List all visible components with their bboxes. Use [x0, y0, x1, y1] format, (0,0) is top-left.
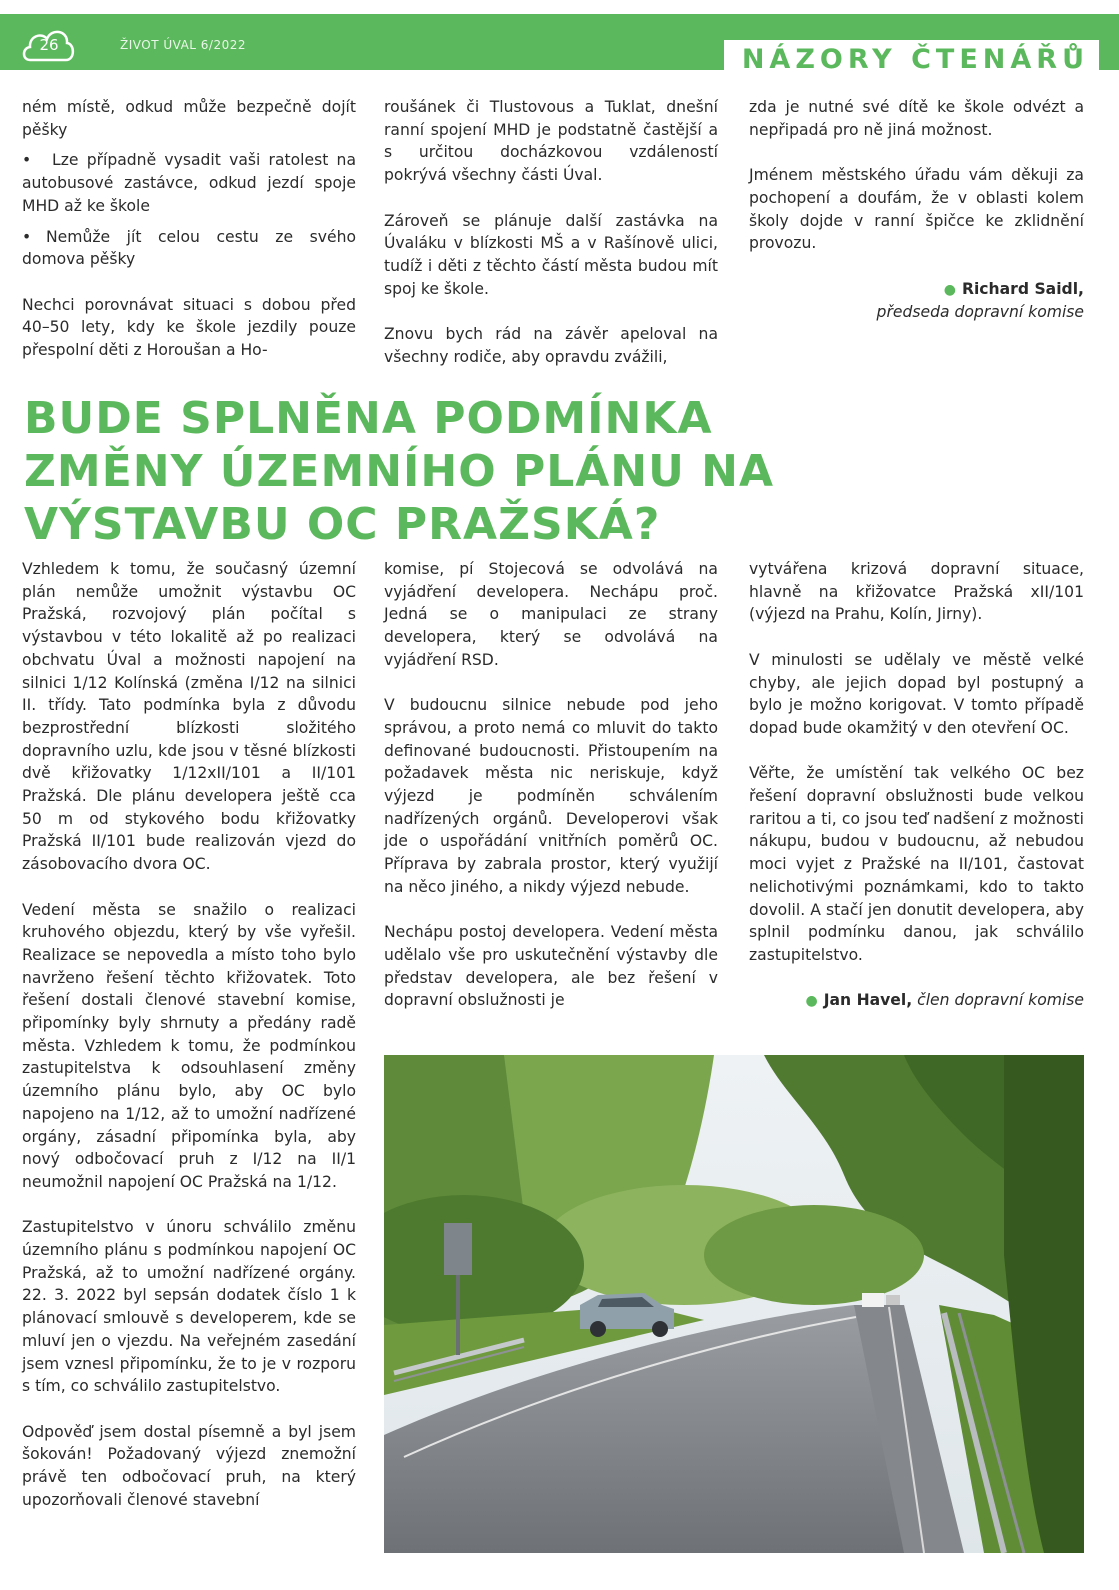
prev-article-col-1	[22, 96, 356, 362]
section-title: NÁZORY ČTENÁŘŮ	[724, 40, 1099, 78]
bullet-icon: •	[22, 227, 32, 246]
page-number: 26	[39, 36, 59, 54]
paragraph: Věřte, že umístění tak velkého OC bez řešení dopravní obslužnosti bude velkou raritou a ti, co jsou teď nadšení z možnosti nákupu, budou v budoucnu, až nebudou moci vyjet z Pražské na II/101, častovat nelichotivými poznámkami, kdo to takto dovolil. A stačí jen donutit developera, aby splnil podmínku danou, jak schválilo zastupitelstvo.	[749, 764, 1084, 964]
paragraph: Vedení města se snažilo o realizaci kruhového objezdu, který by vše vyřešil. Realizace se nepovedla a místo toho bylo navrženo řešení těchto křižovatek. Toto řešení dostali členové stavební komise, připomínky byly shrnuty a předány radě města. Vzhledem k tomu, že podmínkou zastupitelstva k odsouhlasení změny územního plánu bylo, aby OC bylo napojeno na 1/12, až to umožní nadřízené orgány, zásadní připomínka byla, aby nový odbočovací pruh z I/12 na II/1 neumožnil napojení OC Pražská na 1/12.	[22, 900, 356, 1191]
paragraph: zda je nutné své dítě ke škole odvézt a nepřipadá pro ně jiná možnost.	[749, 98, 1084, 139]
article-col-3	[749, 558, 1084, 1013]
paragraph: Nechápu postoj developera. Vedení města udělalo vše pro uskutečnění výstavby dle představ developera, ale bez řešení v dopravní obslužnosti je	[384, 923, 718, 1010]
article-col-2	[384, 558, 718, 1012]
paragraph: Nechci porovnávat situaci s dobou před 40–50 lety, kdy ke škole jezdily pouze přespolní děti z Horoušan a Ho-	[22, 295, 356, 360]
bullet-item: • Lze případně vysadit vaši ratolest na autobusové zastávce, odkud jezdí spoje MHD až ke škole	[22, 151, 356, 215]
road-photo-illustration	[384, 1055, 1084, 1553]
paragraph: Znovu bych rád na závěr apeloval na všechny rodiče, aby opravdu zvážili,	[384, 325, 718, 366]
article-col-1	[22, 558, 356, 1511]
paragraph: ném místě, odkud může bezpečně dojít pěšky	[22, 98, 356, 139]
author-name: Jan Havel,	[823, 991, 913, 1010]
prev-article-col-2	[384, 96, 718, 368]
author-role: předseda dopravní komise	[876, 303, 1084, 322]
author-signature	[749, 278, 1084, 302]
author-signature	[749, 989, 1084, 1013]
paragraph: komise, pí Stojecová se odvolává na vyjádření developera. Nechápu proč. Jedná se o manipulaci ze strany developera, který se odvolává na vyjádření RSD.	[384, 560, 718, 669]
paragraph: roušánek či Tlustovous a Tuklat, dnešní ranní spojení MHD je podstatně častější a s určitou docházkovou vzdáleností pokrývá všechny části Úval.	[384, 98, 718, 185]
bullet-icon: •	[22, 151, 32, 170]
article-title: BUDE SPLNĚNA PODMÍNKA ZMĚNY ÚZEMNÍHO PLÁNU NA VÝSTAVBU OC PRAŽSKÁ?	[24, 393, 775, 550]
paragraph: Zároveň se plánuje další zastávka na Úvaláku v blízkosti MŠ a v Rašínově ulici, tudíž i děti z těchto částí města budou mít spoj ke škole.	[384, 211, 718, 298]
author-name: Richard Saidl,	[961, 279, 1084, 298]
paragraph: V budoucnu silnice nebude pod jeho správou, a proto nemá co mluvit do takto definované budoucnosti. Přistoupením na požadavek města nic neriskuje, když výjezd je podmíněn schválením nadřízených orgánů. Developerovi však jde o uspořádání vnitřních poměrů OC. Příprava by zabrala prostor, který využijí na něco jiného, a nikdy výjezd nebude.	[384, 696, 718, 896]
paragraph: vytvářena krizová dopravní situace, hlavně na křižovatce Pražská xII/101 (výjezd na Prahu, Kolín, Jirny).	[749, 560, 1084, 624]
prev-article-col-3	[749, 96, 1084, 324]
author-role: člen dopravní komise	[917, 991, 1084, 1010]
bullet-item: • Nemůže jít celou cestu ze svého domova pěšky	[22, 227, 356, 269]
road-photo	[384, 1055, 1084, 1553]
paragraph: Zastupitelstvo v únoru schválilo změnu územního plánu s podmínkou napojení OC Pražská, až to umožní nadřízené orgány. 22. 3. 2022 byl sepsán dodatek číslo 1 k plánovací smlouvě s developerem, kde se mluví jen o vjezdu. Na veřejném zasedání jsem vznesl připomínku, že to je v rozporu s tím, co schválilo zastupitelstvo.	[22, 1218, 356, 1396]
paragraph: Vzhledem k tomu, že současný územní plán nemůže umožnit výstavbu OC Pražská, rozvojový plán počítal s výstavbou v této lokalitě až po realizaci obchvatu Úval a možnosti napojení na silnici 1/12 Kolínská (změna I/12 na silnici II. třídy. Tato podmínka byla z důvodu bezprostřední blízkosti složitého dopravního uzlu, kde jsou v těsné blízkosti dvě křižovatky 1/12xII/101 a II/101 Pražská. Dle plánu developera ještě cca 50 m od stykového bodu křižovatky Pražská II/101 bude realizován vjezd do zásobovacího dvora OC.	[22, 560, 356, 874]
green-dot-icon: ●	[943, 281, 956, 298]
paragraph: Jménem městského úřadu vám děkuji za pochopení a doufám, že v oblasti kolem školy dojde v ranní špičce ke zklidnění provozu.	[749, 166, 1084, 253]
paragraph: Odpověď jsem dostal písemně a byl jsem šokován! Požadovaný výjezd znemožní právě ten odbočovací pruh, na který upozorňovali členové stavební	[22, 1422, 356, 1509]
green-dot-icon: ●	[805, 993, 818, 1010]
paragraph: V minulosti se udělaly ve městě velké chyby, ale jejich dopad byl postupný a bylo je možno korigovat. V tomto případě dopad bude okamžitý v den otevření OC.	[749, 650, 1084, 737]
magazine-name: ŽIVOT ÚVAL 6/2022	[120, 38, 246, 52]
